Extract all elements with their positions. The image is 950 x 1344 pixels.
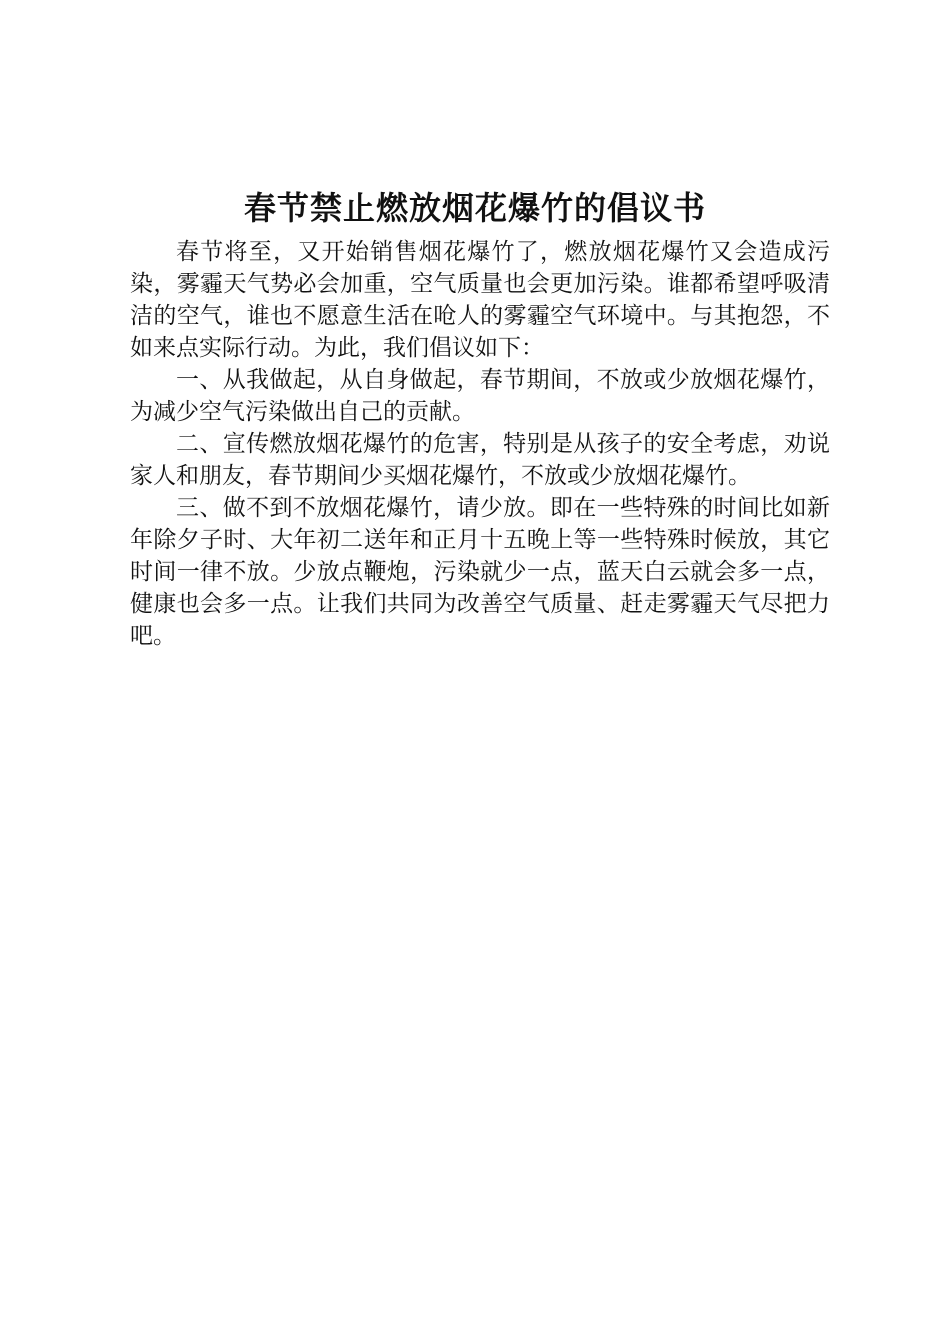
document-title: 春节禁止燃放烟花爆竹的倡议书 <box>243 189 706 227</box>
paragraph-proposal-2: 二、宣传燃放烟花爆竹的危害，特别是从孩子的安全考虑，劝说家人和朋友，春节期间少买烟花爆竹，不放或少放烟花爆竹。 <box>130 431 830 489</box>
document-body <box>130 236 830 652</box>
paragraph-proposal-1: 一、从我做起，从自身做起，春节期间，不放或少放烟花爆竹，为减少空气污染做出自己的贡献。 <box>130 367 830 425</box>
paragraph-intro: 春节将至，又开始销售烟花爆竹了，燃放烟花爆竹又会造成污染，雾霾天气势必会加重，空气质量也会更加污染。谁都希望呼吸清洁的空气，谁也不愿意生活在呛人的雾霾空气环境中。与其抱怨，不如来点实际行动。为此，我们倡议如下： <box>130 239 830 361</box>
paragraph-proposal-3: 三、做不到不放烟花爆竹，请少放。即在一些特殊的时间比如新年除夕子时、大年初二送年和正月十五晚上等一些特殊时候放，其它时间一律不放。少放点鞭炮，污染就少一点，蓝天白云就会多一点，健康也会多一点。让我们共同为改善空气质量、赶走雾霾天气尽把力吧。 <box>130 495 830 649</box>
